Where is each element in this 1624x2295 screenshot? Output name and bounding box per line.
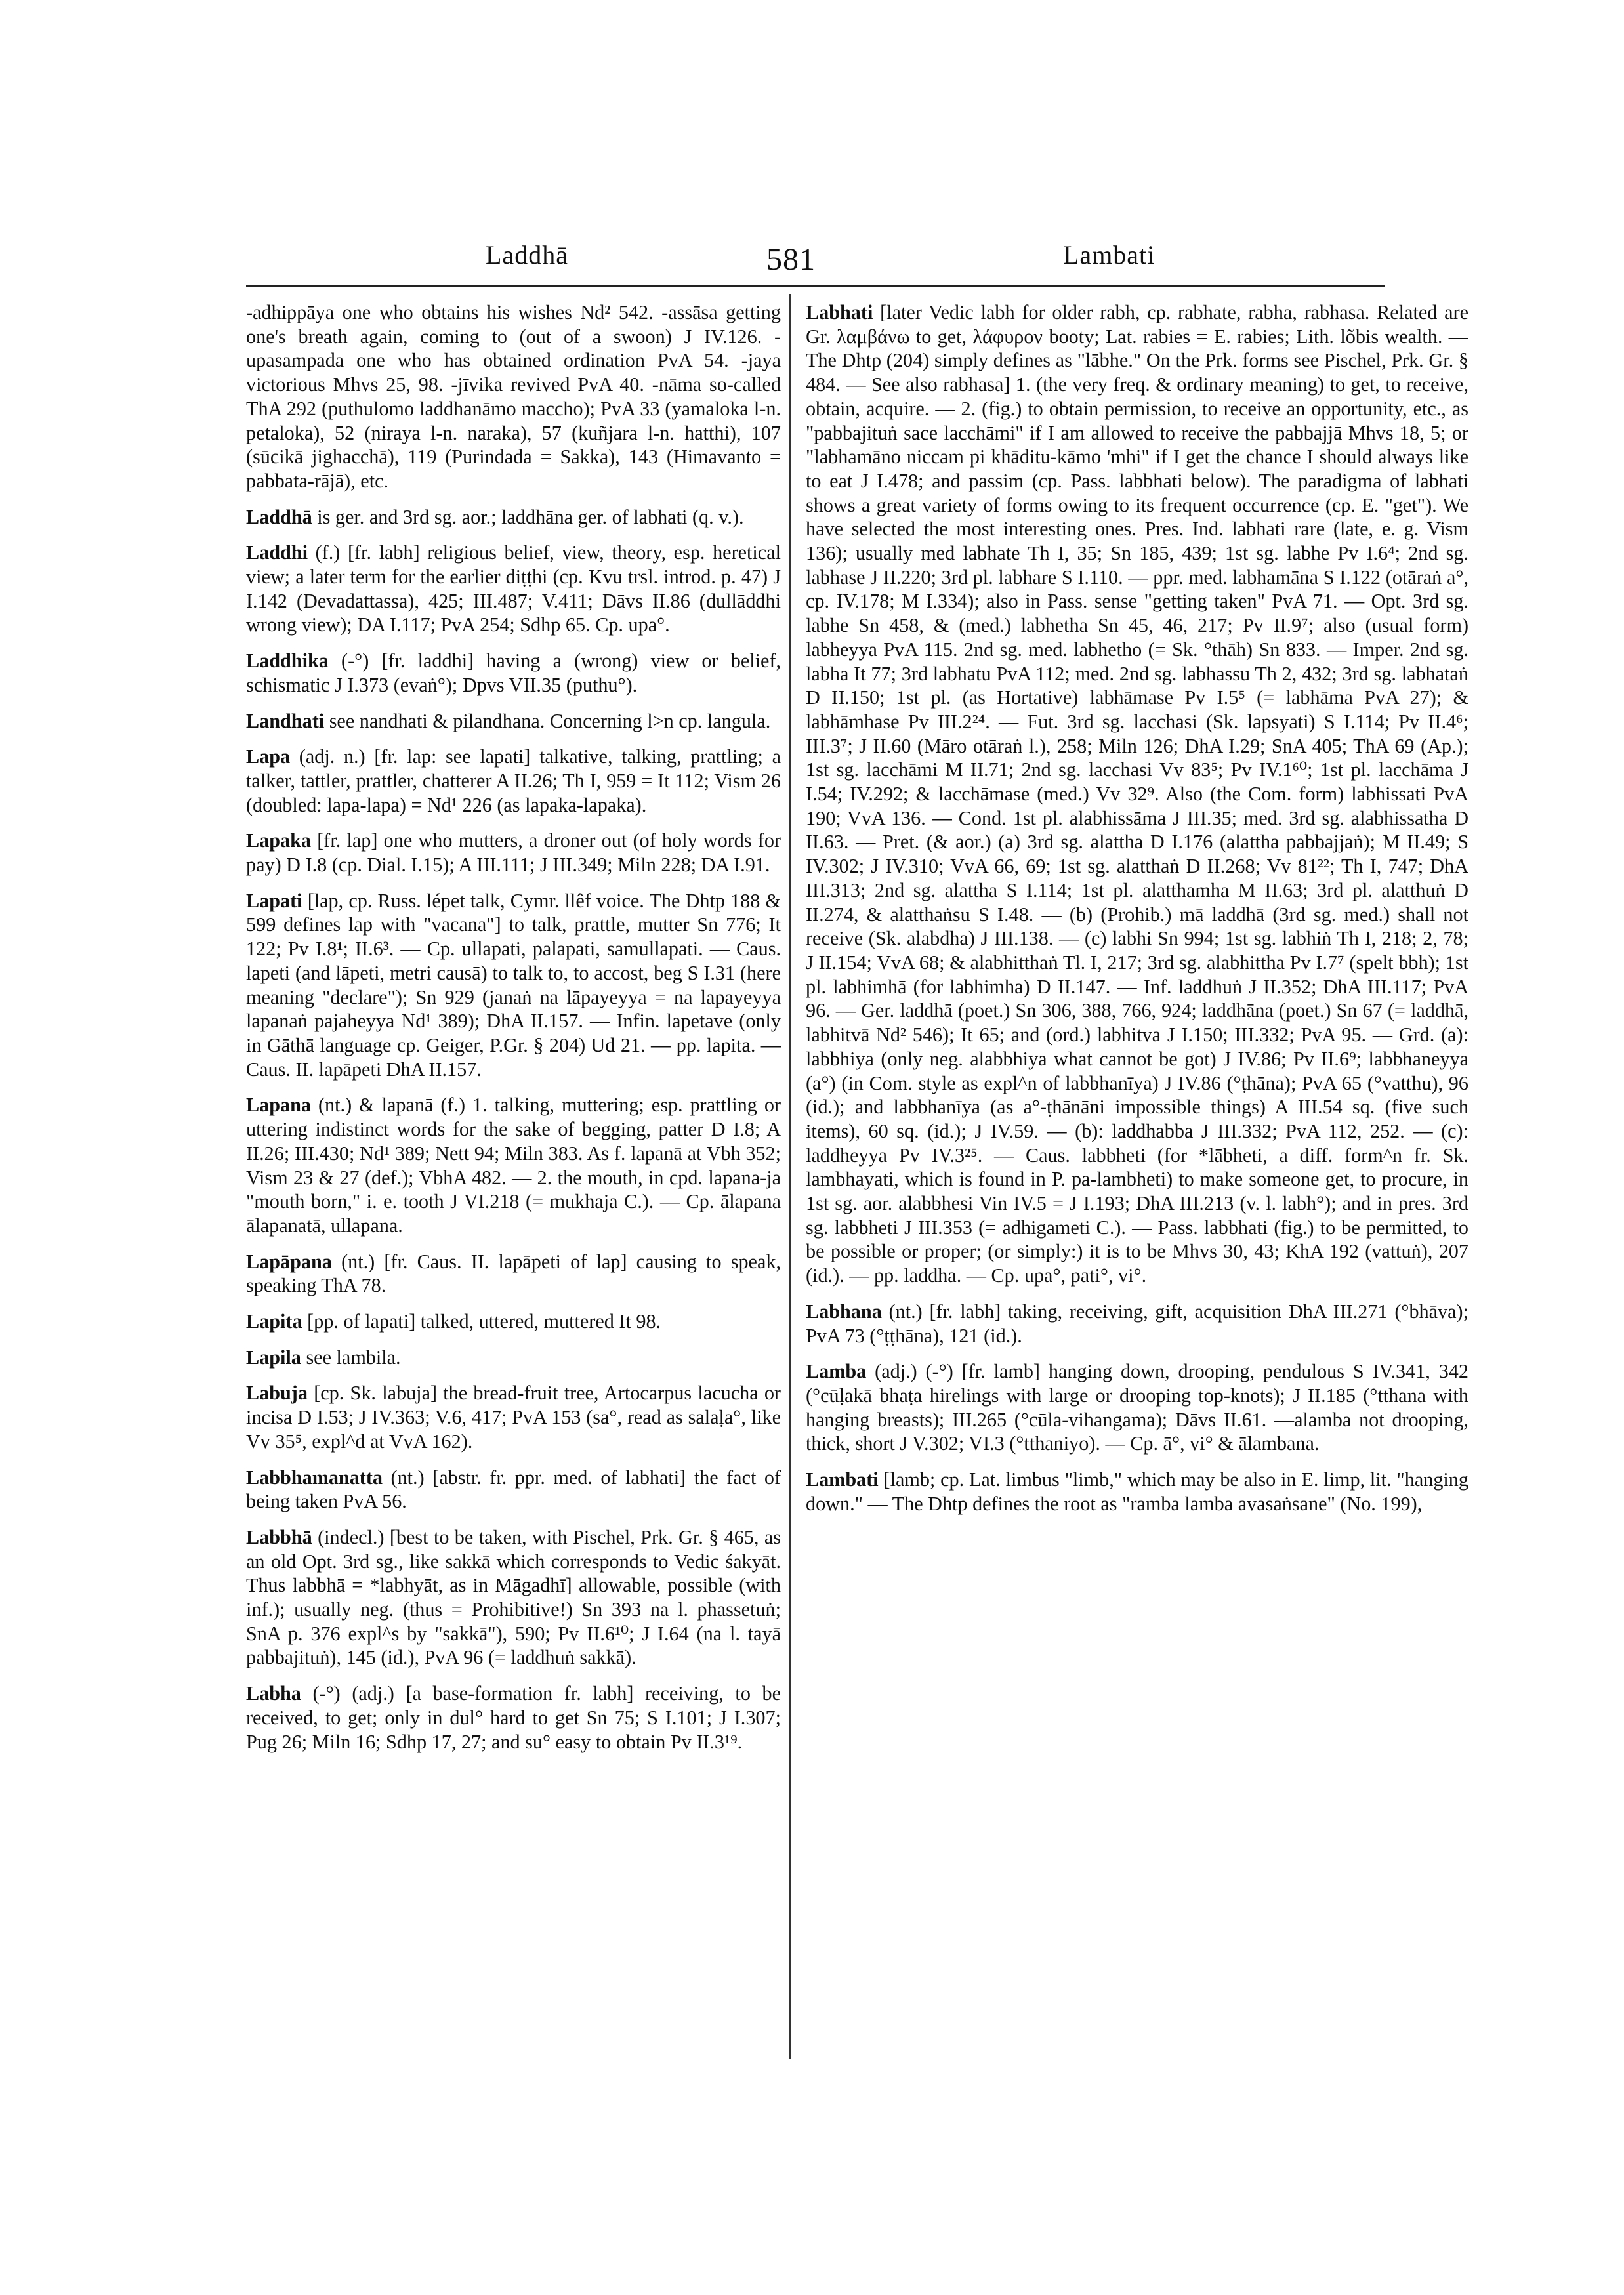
- dictionary-entry: [246, 1381, 781, 1453]
- entry-text: [cp. Sk. labuja] the bread-fruit tree, Artocarpus lacucha or incisa D I.53; J IV.363; V.6, 417; PvA 153 (sa°, read as salaḷa°, like Vv 35⁵, expl^d at VvA 162).: [246, 1382, 781, 1453]
- entry-headword: Labbhā: [246, 1525, 312, 1548]
- dictionary-entry: [246, 649, 781, 697]
- entry-headword: Lapila: [246, 1346, 301, 1369]
- dictionary-entry: [246, 829, 781, 877]
- entry-text: (-°) (adj.) [a base-formation fr. labh] receiving, to be received, to get; only in dul° hard to get Sn 75; S I.101; J I.307; Pug 26; Miln 16; Sdhp 17, 27; and su° easy to obtain Pv II.3¹⁹.: [246, 1682, 781, 1753]
- entry-headword: Lapita: [246, 1310, 302, 1333]
- entry-text: [lap, cp. Russ. lépet talk, Cymr. llêf voice. The Dhtp 188 & 599 defines lap with "vacana"] to talk, prattle, mutter Sn 776; It 122; Pv I.8¹; II.6³. — Cp. ullapati, palapati, samullapati. — Caus. lapeti (and lāpeti, metri causā) to talk to, to accost, beg S I.31 (here meaning "declare"); Sn 929 (janaṅ na lāpayeyya = na lapayeyya lapanaṅ pajaheyya Nd¹ 389); DhA II.157. — Infin. lapetave (only in Gāthā language cp. Geiger, P.Gr. § 204) Ud 21. — pp. lapita. — Caus. II. lapāpeti DhA II.157.: [246, 889, 781, 1081]
- running-head-right: Lambati: [1063, 240, 1156, 270]
- dictionary-entry: [246, 1682, 781, 1754]
- entry-text: (nt.) [fr. labh] taking, receiving, gift, acquisition DhA III.271 (°bhāva); PvA 73 (°ṭṭhāna), 121 (id.).: [806, 1300, 1468, 1347]
- left-column: [246, 300, 781, 2243]
- dictionary-entry: [246, 1466, 781, 1514]
- entry-headword: Labuja: [246, 1382, 308, 1405]
- entry-text: [pp. of lapati] talked, uttered, muttered It 98.: [302, 1310, 661, 1333]
- page-number: 581: [766, 242, 816, 277]
- entry-headword: Labhana: [806, 1300, 882, 1323]
- header-rule: [246, 285, 1385, 287]
- entry-headword: Lamba: [806, 1360, 867, 1383]
- entry-headword: Lambati: [806, 1468, 879, 1491]
- entry-headword: Lapaka: [246, 829, 311, 852]
- entry-headword: Lapana: [246, 1094, 311, 1117]
- dictionary-entry: [246, 1310, 781, 1334]
- dictionary-entry: [246, 1250, 781, 1298]
- dictionary-entry: [246, 541, 781, 637]
- dictionary-entry: [806, 1468, 1468, 1516]
- entry-headword: Labbhamanatta: [246, 1466, 383, 1489]
- entry-text: [fr. lap] one who mutters, a droner out (of holy words for pay) D I.8 (cp. Dial. I.15); A III.111; J III.349; Miln 228; DA I.91.: [246, 829, 781, 877]
- entry-headword: Landhati: [246, 709, 325, 732]
- dictionary-entry: [806, 1300, 1468, 1348]
- dictionary-entry: [246, 1093, 781, 1237]
- dictionary-entry: [246, 300, 781, 493]
- entry-text: [lamb; cp. Lat. limbus "limb," which may be also in E. limp, lit. "hanging down." — The Dhtp defines the root as "ramba lamba avasaṅsane" (No. 199),: [806, 1468, 1468, 1515]
- dictionary-entry: [806, 300, 1468, 1288]
- entry-headword: Lapa: [246, 745, 291, 768]
- entry-headword: Labhati: [806, 301, 873, 323]
- entry-text: (f.) [fr. labh] religious belief, view, theory, esp. heretical view; a later term for the earlier diṭṭhi (cp. Kvu trsl. introd. p. 47) J I.142 (Devadattassa), 425; III.487; V.411; Dāvs II.86 (dullāddhi wrong view); DA I.117; PvA 254; Sdhp 65. Cp. upa°.: [246, 541, 781, 636]
- dictionary-entry: [246, 709, 781, 734]
- entry-text: see nandhati & pilandhana. Concerning l>n cp. langula.: [324, 709, 771, 732]
- entry-headword: Laddhi: [246, 541, 308, 564]
- entry-headword: Lapāpana: [246, 1250, 332, 1273]
- entry-text: (nt.) & lapanā (f.) 1. talking, muttering; esp. prattling or uttering indistinct words for the sake of begging, patter D I.8; A II.26; III.430; Nd¹ 389; Nett 94; Miln 383. As f. lapanā at Vbh 352; Vism 23 & 27 (def.); VbhA 482. — 2. the mouth, in cpd. lapana-ja "mouth born," i. e. tooth J VI.218 (= mukhaja C.). — Cp. ālapana ālapanatā, ullapana.: [246, 1094, 781, 1237]
- entry-text: (nt.) [fr. Caus. II. lapāpeti of lap] causing to speak, speaking ThA 78.: [246, 1250, 781, 1297]
- dictionary-entry: [246, 745, 781, 817]
- entry-text: [later Vedic labh for older rabh, cp. rabhate, rabha, rabhasa. Related are Gr. λαμβάνω to get, λάφυρον booty; Lat. rabies = E. rabies; Lith. lõbis wealth. — The Dhtp (204) simply defines as "lābhe." On the Prk. forms see Pischel, Prk. Gr. § 484. — See also rabhasa] 1. (the very freq. & ordinary meaning) to get, to receive, obtain, acquire. — 2. (fig.) to obtain permission, to receive an opportunity, etc., as "pabbajituṅ sace lacchāmi" if I am allowed to receive the pabbajjā Mhvs 18, 5; or "labhamāno niccam pi khāditu-kāmo 'mhi" if I get the chance I should always like to eat J I.478; and passim (cp. Pass. labbhati below). The paradigma of labhati shows a great variety of forms owing to its frequent occurrence (cp. E. "get"). We have selected the most interesting ones. Pres. Ind. labhati rare (late, e. g. Vism 136); usually med labhate Th I, 35; Sn 185, 439; 1st sg. labhe Pv I.6⁴; 2nd sg. labhase J II.220; 3rd pl. labhare S I.110. — ppr. med. labhamāna S I.122 (otāraṅ a°, cp. IV.178; M I.334); also in Pass. sense "getting taken" PvA 71. — Opt. 3rd sg. labhe Sn 458, & (med.) labhetha Sn 45, 46, 217; Pv II.9⁷; also (usual form) labheyya PvA 115. 2nd sg. med. labhetho (= Sk. °thāh) Sn 833. — Imper. 2nd sg. labha It 77; 3rd labhatu PvA 112; med. 2nd sg. labhassu Th 2, 432; 3rd sg. labhataṅ D II.150; 1st pl. (as Hortative) labhāmase Pv I.5⁵ (= labhāma PvA 27); & labhāmhase Pv III.2²⁴. — Fut. 3rd sg. lacchasi (Sk. lapsyati) S I.114; Pv II.4⁶; III.3⁷; J II.60 (Māro otāraṅ l.), 258; Miln 126; DhA I.29; SnA 405; ThA 69 (Ap.); 1st sg. lacchāmi M II.71; 2nd sg. lacchasi Vv 83⁵; Pv IV.1⁶⁰; 1st pl. lacchāma J I.54; IV.292; & lacchāmase (med.) Vv 32⁹. Also (the Com. form) labhissati PvA 190; VvA 136. — Cond. 1st pl. alabhissāma J III.35; med. 3rd sg. alabhissatha D II.63. — Pret. (& aor.) (a) 3rd sg. alattha D I.176 (alattha pabbajjaṅ); M II.49; S IV.302; J IV.310; VvA 66, 69; 1st sg. alatthaṅ D II.268; Vv 81²²; Th I, 747; DhA III.313; 2nd sg. alattha S I.114; 1st pl. alatthamha M II.63; 3rd pl. alatthuṅ D II.274, & alatthaṅsu S I.48. — (b) (Prohib.) mā laddhā (3rd sg. med.) shall not receive (Sk. alabdha) J III.138. — (c) labhi Sn 994; 1st sg. labhiṅ Th I, 218; 2, 78; J II.154; VvA 68; & alabhitthaṅ Tl. I, 217; 3rd sg. alabhittha Pv I.7⁷ (spelt bbh); 1st pl. labhimhā (for labhimha) D II.147. — Inf. laddhuṅ J II.352; DhA III.117; PvA 96. — Ger. laddhā (poet.) Sn 306, 388, 766, 924; laddhāna (poet.) Sn 67 (= laddhā, labhitvā Nd² 546); It 65; and (ord.) labhitva J I.150; III.332; PvA 95. — Grd. (a): labbhiya (only neg. alabbhiya what cannot be got) J IV.86; Pv II.6⁹; labbhaneyya (a°) (in Com. style as expl^n of labbhanīya) J IV.86 (°ṭhāna); PvA 65 (°vatthu), 96 (id.); and labbhanīya (as a°-ṭhānāni impossible things) A III.54 sq. (five such items), 60 sq. (id.); J IV.59. — (b): laddhabba J III.332; PvA 112, 252. — (c): laddheyya Pv IV.3²⁵. — Caus. labbheti (for *lābheti, a diff. form^n fr. Sk. lambhayati, which is found in P. pa-lambheti) to make someone get, to procure, in 1st sg. aor. alabbhesi Vin IV.5 = J I.193; DhA III.213 (v. l. labh°); and in pres. 3rd sg. labbheti J III.353 (= adhigameti C.). — Pass. labbhati (fig.) to be permitted, to be possible or proper; (or simply:) it is to be Mhvs 30, 43; KhA 192 (vattuṅ), 207 (id.). — pp. laddha. — Cp. upa°, pati°, vi°.: [806, 301, 1468, 1287]
- entry-text: -adhippāya one who obtains his wishes Nd² 542. -assāsa getting one's breath again, coming to (out of a swoon) J IV.126. -upasampada one who has obtained ordination PvA 54. -jaya victorious Mhvs 25, 98. -jīvika revived PvA 40. -nāma so-called ThA 292 (puthulomo laddhanāmo maccho); PvA 33 (yamaloka l-n. petaloka), 52 (niraya l-n. naraka), 57 (kuñjara l-n. hatthi), 107 (sūcikā jighacchā), 119 (Purindada = Sakka), 143 (Himavanto = pabbata-rājā), etc.: [246, 301, 781, 492]
- dictionary-entry: [246, 1525, 781, 1670]
- entry-text: (nt.) [abstr. fr. ppr. med. of labhati] the fact of being taken PvA 56.: [246, 1466, 781, 1513]
- dictionary-entry: [246, 505, 781, 529]
- entry-headword: Labha: [246, 1682, 301, 1705]
- entry-text: see lambila.: [301, 1346, 401, 1369]
- dictionary-entry: [246, 889, 781, 1082]
- entry-headword: Laddhika: [246, 650, 329, 672]
- entry-text: is ger. and 3rd sg. aor.; laddhāna ger. of labhati (q. v.).: [312, 505, 744, 528]
- entry-text: (adj. n.) [fr. lap: see lapati] talkative, talking, prattling; a talker, tattler, prattler, chatterer A II.26; Th I, 959 = It 112; Vism 26 (doubled: lapa-lapa) = Nd¹ 226 (as lapaka-lapaka).: [246, 745, 781, 816]
- entry-text: (indecl.) [best to be taken, with Pischel, Prk. Gr. § 465, as an old Opt. 3rd sg., like sakkā which corresponds to Vedic śakyāt. Thus labbhā = *labhyāt, as in Māgadhī] allowable, possible (with inf.); usually neg. (thus = Prohibitive!) Sn 393 na l. phassetuṅ; SnA p. 376 expl^s by "sakkā"), 590; Pv II.6¹⁰; J I.64 (na l. tayā pabbajituṅ), 145 (id.), PvA 96 (= laddhuṅ sakkā).: [246, 1525, 781, 1669]
- entry-headword: Lapati: [246, 889, 302, 912]
- entry-headword: Laddhā: [246, 505, 312, 528]
- column-divider: [789, 294, 791, 2059]
- running-head-left: Laddhā: [486, 240, 568, 270]
- dictionary-entry: [246, 1346, 781, 1370]
- dictionary-entry: [806, 1359, 1468, 1456]
- entry-text: (adj.) (-°) [fr. lamb] hanging down, drooping, pendulous S IV.341, 342 (°cūḷakā bhaṭa hirelings with large or drooping top-knots); J II.185 (°tthana with hanging breasts); III.265 (°cūla-vihangama); Dāvs II.61. —alamba not drooping, thick, short J V.302; VI.3 (°tthaniyo). — Cp. ā°, vi° & ālambana.: [806, 1360, 1468, 1455]
- right-column: [806, 300, 1468, 2243]
- entry-text: (-°) [fr. laddhi] having a (wrong) view or belief, schismatic J I.373 (evaṅ°); Dpvs VII.35 (puthu°).: [246, 650, 781, 696]
